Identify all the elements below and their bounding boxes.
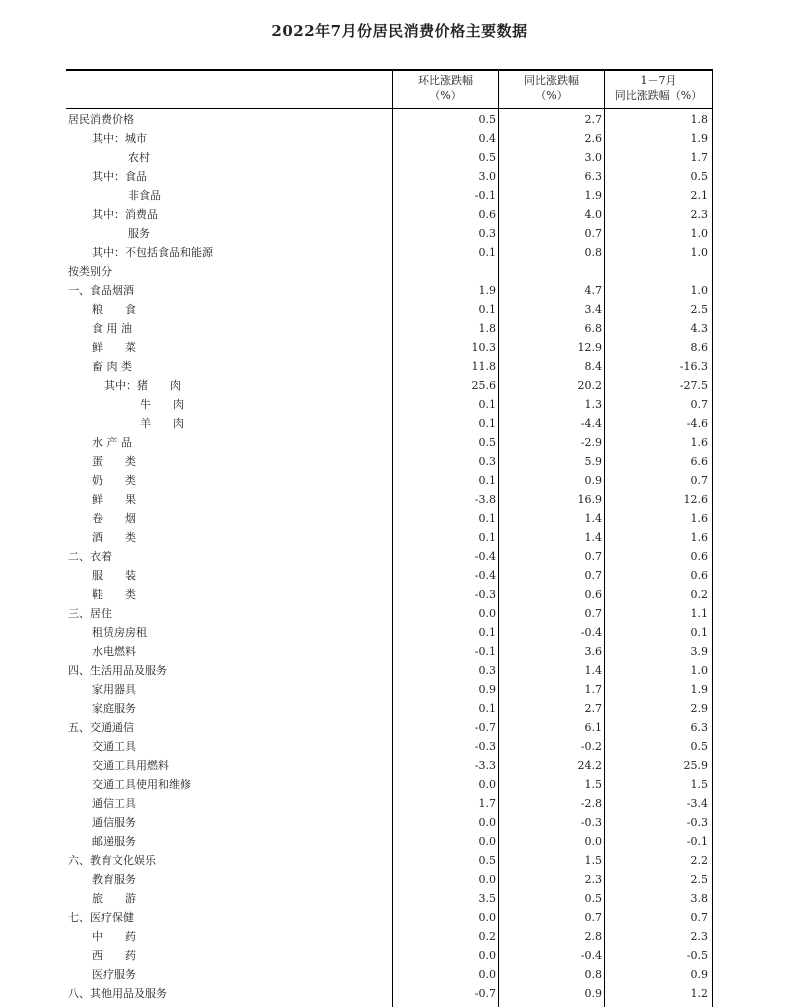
ytd-value: -16.3: [679, 360, 708, 373]
yoy-value: 3.4: [584, 303, 602, 316]
ytd-value: -3.4: [686, 797, 708, 810]
mom-value: 1.8: [478, 322, 496, 335]
ytd-value: 1.6: [690, 531, 708, 544]
table-row: [66, 927, 713, 946]
yoy-value: 8.4: [584, 360, 602, 373]
table-row: [66, 281, 713, 300]
ytd-value: 1.8: [690, 113, 708, 126]
row-label: 八、其他用品及服务: [68, 987, 167, 1000]
yoy-value: 2.7: [584, 702, 602, 715]
yoy-value: 0.8: [584, 968, 602, 981]
yoy-value: 1.4: [584, 531, 602, 544]
ytd-value: -0.3: [686, 816, 708, 829]
row-label: 服 装: [92, 569, 136, 582]
row-label: 粮 食: [92, 303, 136, 316]
yoy-value: 0.5: [584, 892, 602, 905]
table-row: [66, 205, 713, 224]
yoy-value: 6.1: [584, 721, 602, 734]
mom-value: 0.0: [478, 607, 496, 620]
table-row: [66, 965, 713, 984]
yoy-value: 4.0: [584, 208, 602, 221]
table-row: [66, 433, 713, 452]
row-label: 交通工具: [92, 740, 136, 753]
row-label: 其中：不包括食品和能源: [92, 246, 213, 259]
table-row: [66, 775, 713, 794]
ytd-value: 2.2: [690, 854, 708, 867]
yoy-value: 0.7: [584, 569, 602, 582]
yoy-value: 1.7: [584, 683, 602, 696]
mom-value: -0.3: [474, 588, 496, 601]
table-row: [66, 243, 713, 262]
table-row: [66, 661, 713, 680]
mom-value: 0.4: [478, 132, 496, 145]
row-label: 农村: [128, 151, 150, 164]
table-body: [66, 110, 713, 1003]
mom-value: 0.3: [478, 455, 496, 468]
table-row: [66, 794, 713, 813]
table-row: [66, 129, 713, 148]
ytd-value: 2.1: [690, 189, 708, 202]
mom-value: 0.5: [478, 436, 496, 449]
table-row: [66, 566, 713, 585]
mom-value: 0.3: [478, 227, 496, 240]
row-label: 医疗服务: [92, 968, 136, 981]
row-label: 按类别分: [68, 265, 112, 278]
ytd-value: 0.7: [690, 398, 708, 411]
row-label: 鞋 类: [92, 588, 136, 601]
row-label: 其中：城市: [92, 132, 147, 145]
table-row: [66, 699, 713, 718]
table-row: [66, 585, 713, 604]
yoy-value: -0.4: [580, 626, 602, 639]
table-row: [66, 908, 713, 927]
yoy-value: 1.3: [584, 398, 602, 411]
mom-value: 10.3: [471, 341, 496, 354]
table-row: [66, 832, 713, 851]
mom-value: -0.1: [474, 645, 496, 658]
ytd-value: 25.9: [683, 759, 708, 772]
row-label: 鲜 菜: [92, 341, 136, 354]
yoy-value: 2.3: [584, 873, 602, 886]
header-yoy: [499, 73, 604, 103]
page-title: 2022年7月份居民消费价格主要数据: [271, 22, 528, 40]
mom-value: 3.5: [478, 892, 496, 905]
row-label: 七、医疗保健: [68, 911, 134, 924]
table-row: [66, 395, 713, 414]
ytd-value: 1.0: [690, 664, 708, 677]
ytd-value: 3.8: [690, 892, 708, 905]
mom-value: -0.7: [474, 987, 496, 1000]
table-row: [66, 376, 713, 395]
ytd-value: 0.9: [690, 968, 708, 981]
row-label: 羊 肉: [140, 417, 184, 430]
yoy-value: 6.3: [584, 170, 602, 183]
yoy-value: 5.9: [584, 455, 602, 468]
table-row: [66, 319, 713, 338]
row-label: 旅 游: [92, 892, 136, 905]
table-row: [66, 851, 713, 870]
mom-value: 0.0: [478, 835, 496, 848]
mom-value: 0.3: [478, 664, 496, 677]
row-label: 六、教育文化娱乐: [68, 854, 156, 867]
row-label: 交通工具用燃料: [92, 759, 169, 772]
ytd-value: 1.6: [690, 512, 708, 525]
yoy-value: -2.9: [580, 436, 602, 449]
ytd-value: 0.1: [690, 626, 708, 639]
yoy-value: 2.7: [584, 113, 602, 126]
table-row: [66, 186, 713, 205]
table-top-rule: [66, 69, 713, 71]
yoy-value: -2.8: [580, 797, 602, 810]
ytd-value: -0.1: [686, 835, 708, 848]
ytd-value: -4.6: [686, 417, 708, 430]
mom-value: 1.7: [478, 797, 496, 810]
ytd-value: 0.7: [690, 911, 708, 924]
row-label: 水 产 品: [92, 436, 132, 449]
table-row: [66, 224, 713, 243]
table-header-rule: [66, 108, 713, 109]
ytd-value: 1.9: [690, 132, 708, 145]
mom-value: 11.8: [471, 360, 496, 373]
yoy-value: 24.2: [577, 759, 602, 772]
ytd-value: 1.5: [690, 778, 708, 791]
yoy-value: 0.7: [584, 911, 602, 924]
row-label: 服务: [128, 227, 150, 240]
table-row: [66, 262, 713, 281]
yoy-value: 1.5: [584, 778, 602, 791]
ytd-value: 1.2: [690, 987, 708, 1000]
mom-value: 0.5: [478, 113, 496, 126]
ytd-value: -27.5: [679, 379, 708, 392]
ytd-value: -0.5: [686, 949, 708, 962]
ytd-value: 12.6: [683, 493, 708, 506]
yoy-value: 0.6: [584, 588, 602, 601]
mom-value: 0.6: [478, 208, 496, 221]
yoy-value: 3.0: [584, 151, 602, 164]
mom-value: 0.9: [478, 683, 496, 696]
table-row: [66, 509, 713, 528]
row-label: 五、交通通信: [68, 721, 134, 734]
row-label: 家庭服务: [92, 702, 136, 715]
table-row: [66, 623, 713, 642]
yoy-value: 0.8: [584, 246, 602, 259]
row-label: 家用器具: [92, 683, 136, 696]
mom-value: 0.1: [478, 417, 496, 430]
row-label: 西 药: [92, 949, 136, 962]
row-label: 鲜 果: [92, 493, 136, 506]
table-row: [66, 357, 713, 376]
row-label: 中 药: [92, 930, 136, 943]
header-ytd-line1: 1－7月: [640, 74, 677, 87]
mom-value: 0.1: [478, 474, 496, 487]
yoy-value: 0.7: [584, 227, 602, 240]
header-yoy-line2: （%）: [535, 89, 568, 102]
ytd-value: 0.6: [690, 550, 708, 563]
row-label: 食 用 油: [92, 322, 132, 335]
mom-value: 0.2: [478, 930, 496, 943]
table-row: [66, 490, 713, 509]
row-label: 其中：消费品: [92, 208, 158, 221]
mom-value: 0.0: [478, 778, 496, 791]
header-ytd-line2: 同比涨跌幅（%）: [614, 89, 703, 102]
header-yoy-line1: 同比涨跌幅: [524, 74, 579, 87]
yoy-value: -4.4: [580, 417, 602, 430]
ytd-value: 6.3: [690, 721, 708, 734]
yoy-value: 2.6: [584, 132, 602, 145]
header-mom-line2: （%）: [429, 89, 462, 102]
ytd-value: 1.6: [690, 436, 708, 449]
row-label: 通信工具: [92, 797, 136, 810]
mom-value: -0.7: [474, 721, 496, 734]
mom-value: 1.9: [478, 284, 496, 297]
mom-value: 0.1: [478, 398, 496, 411]
table-row: [66, 946, 713, 965]
ytd-value: 1.0: [690, 284, 708, 297]
table-row: [66, 813, 713, 832]
yoy-value: 12.9: [577, 341, 602, 354]
mom-value: 0.5: [478, 151, 496, 164]
mom-value: 0.1: [478, 702, 496, 715]
row-label: 蛋 类: [92, 455, 136, 468]
mom-value: 3.0: [478, 170, 496, 183]
table-row: [66, 528, 713, 547]
yoy-value: 6.8: [584, 322, 602, 335]
mom-value: 0.1: [478, 303, 496, 316]
header-ytd: [605, 73, 712, 103]
row-label: 牛 肉: [140, 398, 184, 411]
table-row: [66, 737, 713, 756]
yoy-value: 0.7: [584, 550, 602, 563]
row-label: 其中：猪 肉: [104, 379, 181, 392]
row-label: 其中：食品: [92, 170, 147, 183]
table-row: [66, 148, 713, 167]
mom-value: 0.0: [478, 968, 496, 981]
yoy-value: 1.9: [584, 189, 602, 202]
table-row: [66, 604, 713, 623]
table-row: [66, 680, 713, 699]
ytd-value: 6.6: [690, 455, 708, 468]
ytd-value: 1.1: [690, 607, 708, 620]
yoy-value: -0.4: [580, 949, 602, 962]
mom-value: 25.6: [471, 379, 496, 392]
row-label: 奶 类: [92, 474, 136, 487]
row-label: 教育服务: [92, 873, 136, 886]
yoy-value: -0.2: [580, 740, 602, 753]
mom-value: -3.8: [474, 493, 496, 506]
yoy-value: -0.3: [580, 816, 602, 829]
yoy-value: 0.9: [584, 474, 602, 487]
row-label: 卷 烟: [92, 512, 136, 525]
row-label: 邮递服务: [92, 835, 136, 848]
yoy-value: 0.7: [584, 607, 602, 620]
table-row: [66, 452, 713, 471]
yoy-value: 0.0: [584, 835, 602, 848]
yoy-value: 16.9: [577, 493, 602, 506]
table-row: [66, 870, 713, 889]
yoy-value: 20.2: [577, 379, 602, 392]
mom-value: -0.4: [474, 569, 496, 582]
table-row: [66, 756, 713, 775]
table-row: [66, 718, 713, 737]
row-label: 水电燃料: [92, 645, 136, 658]
mom-value: -0.1: [474, 189, 496, 202]
ytd-value: 0.5: [690, 170, 708, 183]
table-row: [66, 338, 713, 357]
ytd-value: 0.5: [690, 740, 708, 753]
ytd-value: 1.0: [690, 246, 708, 259]
table-row: [66, 547, 713, 566]
mom-value: -0.4: [474, 550, 496, 563]
ytd-value: 2.5: [690, 873, 708, 886]
row-label: 畜 肉 类: [92, 360, 132, 373]
mom-value: 0.0: [478, 873, 496, 886]
row-label: 非食品: [128, 189, 161, 202]
mom-value: 0.1: [478, 531, 496, 544]
ytd-value: 0.2: [690, 588, 708, 601]
row-label: 交通工具使用和维修: [92, 778, 191, 791]
ytd-value: 1.9: [690, 683, 708, 696]
header-mom: [393, 73, 498, 103]
mom-value: -0.3: [474, 740, 496, 753]
mom-value: 0.1: [478, 246, 496, 259]
mom-value: -3.3: [474, 759, 496, 772]
mom-value: 0.5: [478, 854, 496, 867]
header-mom-line1: 环比涨跌幅: [418, 74, 473, 87]
table-row: [66, 889, 713, 908]
yoy-value: 1.5: [584, 854, 602, 867]
row-label: 二、衣着: [68, 550, 112, 563]
table-row: [66, 642, 713, 661]
table-row: [66, 300, 713, 319]
row-label: 一、食品烟酒: [68, 284, 134, 297]
row-label: 居民消费价格: [68, 113, 134, 126]
ytd-value: 0.6: [690, 569, 708, 582]
yoy-value: 3.6: [584, 645, 602, 658]
row-label: 通信服务: [92, 816, 136, 829]
yoy-value: 2.8: [584, 930, 602, 943]
table-row: [66, 414, 713, 433]
row-label: 三、居住: [68, 607, 112, 620]
mom-value: 0.1: [478, 512, 496, 525]
ytd-value: 4.3: [690, 322, 708, 335]
ytd-value: 0.7: [690, 474, 708, 487]
mom-value: 0.1: [478, 626, 496, 639]
ytd-value: 2.3: [690, 208, 708, 221]
yoy-value: 1.4: [584, 664, 602, 677]
table-row: [66, 110, 713, 129]
ytd-value: 2.5: [690, 303, 708, 316]
row-label: 四、生活用品及服务: [68, 664, 167, 677]
ytd-value: 3.9: [690, 645, 708, 658]
mom-value: 0.0: [478, 911, 496, 924]
row-label: 租赁房房租: [92, 626, 147, 639]
ytd-value: 1.7: [690, 151, 708, 164]
table-row: [66, 984, 713, 1003]
ytd-value: 1.0: [690, 227, 708, 240]
table-row: [66, 471, 713, 490]
yoy-value: 4.7: [584, 284, 602, 297]
ytd-value: 8.6: [690, 341, 708, 354]
yoy-value: 0.9: [584, 987, 602, 1000]
row-label: 酒 类: [92, 531, 136, 544]
yoy-value: 1.4: [584, 512, 602, 525]
mom-value: 0.0: [478, 816, 496, 829]
ytd-value: 2.9: [690, 702, 708, 715]
table-row: [66, 167, 713, 186]
mom-value: 0.0: [478, 949, 496, 962]
ytd-value: 2.3: [690, 930, 708, 943]
